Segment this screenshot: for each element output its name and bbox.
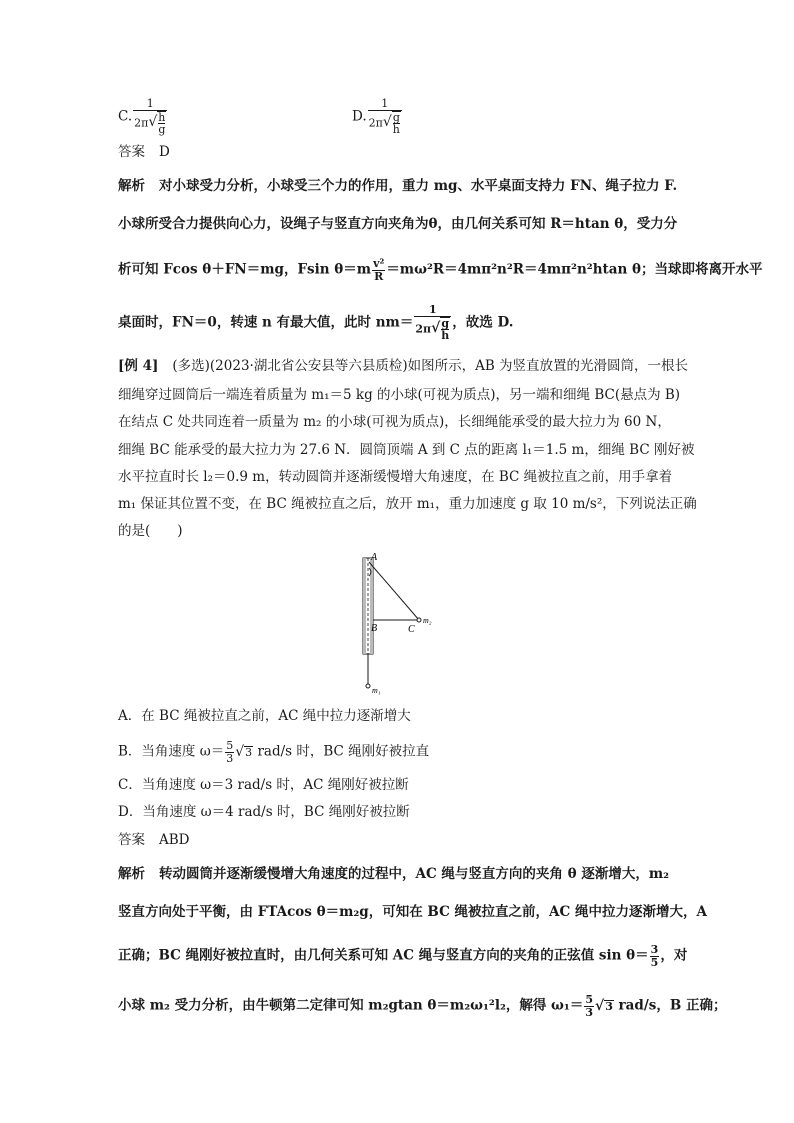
label-c: C — [408, 624, 415, 635]
answer-2-label: 答案 — [118, 832, 145, 848]
analysis-1-nm-den: 2π — [415, 322, 432, 336]
analysis-1-line-2: 小球所受合力提供向心力，设绳子与竖直方向夹角为θ，由几何关系可知 R＝htan θ，受力分 — [118, 216, 678, 232]
analysis-2-omega-num: 5 — [585, 993, 593, 1006]
analysis-1-frac-num: v² — [373, 257, 385, 270]
example-4-line-1 — [118, 360, 688, 374]
analysis-2-line-3 — [118, 944, 687, 968]
option-c-radical: √ $\frac{h}{g}$ — [148, 110, 166, 137]
option-d-label: D. — [352, 108, 367, 125]
answer-1-value: D — [159, 144, 170, 160]
example-4-line-7: 的是( ) — [118, 523, 183, 539]
analysis-1-line-3 — [118, 258, 763, 282]
option-d-num: 1 — [368, 98, 402, 111]
analysis-1-line-1 — [118, 180, 677, 194]
analysis-1-text-4a: 桌面时，FN＝0，转速 n 有最大值，此时 nm＝ — [118, 314, 414, 331]
analysis-1-nm-num: 1 — [414, 304, 451, 317]
option-c — [118, 98, 168, 136]
option-c-label: C. — [118, 108, 133, 125]
option-d-radical: √ $\frac{g}{h}$ — [382, 110, 400, 137]
choice-d: D．当角速度 ω＝4 rad/s 时，BC 绳刚好被拉断 — [118, 804, 410, 820]
analysis-1-fraction-nm — [414, 304, 451, 342]
analysis-2-omega-den: 3 — [585, 1005, 593, 1019]
answer-1-label: 答案 — [118, 144, 145, 160]
example-4-line-2: 细绳穿过圆筒后一端连着质量为 m₁＝5 kg 的小球(可视为质点)，另一端和细绳 BC(悬点为 B) — [118, 387, 681, 403]
choice-b-pre: B．当角速度 ω＝ — [118, 743, 225, 760]
analysis-2-fraction-omega — [584, 994, 594, 1018]
analysis-1-line-4 — [118, 304, 513, 342]
analysis-2-text-1: 转动圆筒并逐渐缓慢增大角速度的过程中，AC 绳与竖直方向的夹角 θ 逐渐增大，m₂ — [159, 866, 670, 882]
analysis-2-sin-den: 5 — [650, 955, 659, 969]
analysis-1-frac-den: R — [374, 269, 384, 283]
label-a: A — [371, 552, 378, 563]
option-d-rad-bot: h — [392, 123, 400, 137]
analysis-1-nm-radical: √ $\frac{g}{h}$ — [431, 316, 450, 343]
example-4-line-6: m₁ 保证其位置不变，在 BC 绳被拉直之后，放开 m₁，重力加速度 g 取 10 m/s²，下列说法正确 — [118, 496, 697, 512]
analysis-1-text-3a: 析可知 Fcos θ＋FN＝mg，Fsin θ＝m — [118, 261, 372, 278]
analysis-1-nm-rad-bot: h — [441, 329, 450, 343]
analysis-2-line-2: 竖直方向处于平衡，由 FTAcos θ＝m₂g，可知在 BC 绳被拉直之前，AC 绳中拉力逐渐增大，A — [118, 904, 707, 920]
analysis-2-text-3b: ，对 — [660, 947, 688, 964]
label-m1: m₁ — [372, 686, 381, 695]
option-d-rad-top: g — [392, 110, 400, 124]
option-d-den: 2π — [368, 116, 383, 130]
choice-c: C．当角速度 ω＝3 rad/s 时，AC 绳刚好被拉断 — [118, 777, 409, 793]
analysis-1-text-3b: ＝mω²R＝4mπ²n²R＝4mπ²n²htan θ；当球即将离开水平 — [386, 261, 763, 278]
example-4-line-5: 水平拉直时长 l₂＝0.9 m，转动圆筒并逐渐缓慢增大角速度，在 BC 绳被拉直之前，用手拿着 — [118, 469, 673, 485]
analysis-1-text-1: 对小球受力分析，小球受三个力的作用，重力 mg、水平桌面支持力 FN、绳子拉力 F. — [159, 178, 678, 194]
option-c-rad-bot: g — [158, 123, 166, 137]
choice-a: A．在 BC 绳被拉直之前，AC 绳中拉力逐渐增大 — [118, 708, 411, 724]
analysis-2-line-4 — [118, 994, 726, 1018]
label-m2: m₂ — [423, 616, 432, 625]
choice-b-den: 3 — [226, 751, 234, 765]
analysis-1-label: 解析 — [118, 178, 145, 194]
option-c-rad-top: h — [158, 110, 166, 124]
analysis-1-nm-rad-top: g — [441, 316, 450, 330]
analysis-2-text-3a: 正确；BC 绳刚好被拉直时，由几何关系可知 AC 绳与竖直方向的夹角的正弦值 sin θ＝ — [118, 947, 649, 964]
analysis-1-fraction-v2-r — [372, 258, 385, 282]
example-4-text-1: (多选)(2023·湖北省公安县等六县质检)如图所示，AB 为竖直放置的光滑圆筒，一根长 — [172, 358, 689, 374]
option-c-num: 1 — [133, 98, 167, 111]
example-4-line-4: 细绳 BC 能承受的最大拉力为 27.6 N．圆筒顶端 A 到 C 点的距离 l₁＝1.5 m，细绳 BC 刚好被 — [118, 442, 695, 458]
analysis-2-line-1 — [118, 868, 669, 882]
tube-shade-left — [363, 558, 366, 654]
choice-b-post: rad/s 时，BC 绳刚好被拉直 — [253, 743, 430, 760]
physics-figure — [345, 550, 445, 700]
example-4-tag: [例 4] — [118, 358, 159, 374]
answer-2 — [118, 834, 190, 848]
analysis-2-omega-rad: 3 — [605, 1000, 613, 1014]
ball-m2 — [417, 618, 421, 622]
analysis-1-text-4b: ，故选 D. — [452, 314, 514, 331]
analysis-2-fraction-sin — [650, 944, 660, 968]
label-b: B — [371, 623, 378, 634]
ball-m1 — [366, 684, 370, 688]
option-c-fraction — [133, 98, 167, 136]
choice-b-num: 5 — [226, 739, 234, 752]
tube-shade-right — [370, 558, 373, 654]
answer-1 — [118, 146, 170, 160]
choice-b-radical: √3 — [235, 743, 253, 760]
analysis-2-omega-radical: √3 — [594, 997, 613, 1014]
choice-b — [118, 740, 429, 764]
option-d — [352, 98, 403, 136]
analysis-2-sin-num: 3 — [650, 943, 659, 956]
option-d-fraction — [368, 98, 402, 136]
option-c-den: 2π — [134, 116, 149, 130]
answer-2-value: ABD — [159, 832, 190, 848]
analysis-2-text-4a: 小球 m₂ 受力分析，由牛顿第二定律可知 m₂gtan θ＝m₂ω₁²l₂，解得 ω₁＝ — [118, 997, 584, 1014]
analysis-2-text-4b: rad/s，B 正确； — [613, 997, 727, 1014]
analysis-2-label: 解析 — [118, 866, 145, 882]
rope-ac — [369, 562, 419, 620]
choice-b-fraction — [225, 740, 234, 764]
choice-b-rad: 3 — [245, 746, 253, 760]
example-4-line-3: 在结点 C 处共同连着一质量为 m₂ 的小球(可视为质点)，长细绳能承受的最大拉力为 60 N， — [118, 414, 671, 430]
